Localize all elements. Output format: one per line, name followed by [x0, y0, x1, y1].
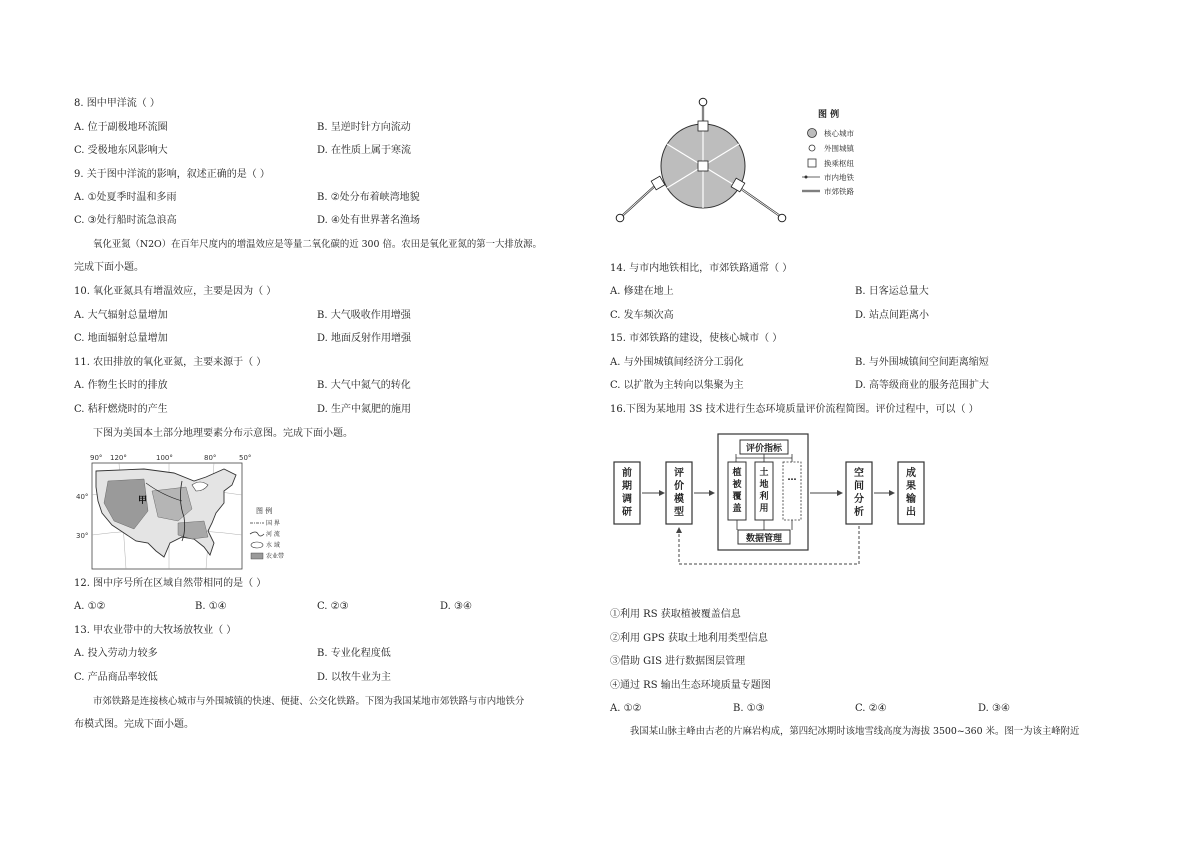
box3-char: 分 — [854, 494, 864, 505]
box3-char: 间 — [854, 481, 864, 492]
q11-option-a[interactable]: A. 作物生长时的排放 — [74, 380, 168, 391]
sub3-text: … — [787, 473, 797, 483]
rail-legend-item: 外围城镇 — [824, 144, 854, 153]
rail-diagram — [612, 96, 902, 228]
q16-stem: 16.下图为某地用 3S 技术进行生态环境质量评价流程简图。评价过程中，可以（ ） — [610, 404, 979, 415]
q9-option-a[interactable]: A. ①处夏季时温和多雨 — [74, 192, 177, 203]
passage-mountain: 我国某山脉主峰由古老的片麻岩构成，第四纪冰期时该地雪线高度为海拔 3500~360 米。图一为该主峰附近 — [630, 726, 1080, 737]
box3-char: 析 — [854, 507, 864, 518]
q14-option-a[interactable]: A. 修建在地上 — [610, 286, 674, 297]
us-map-legend-item: 农业带 — [266, 553, 285, 560]
us-map-lat-label: 30° — [76, 532, 89, 540]
q16-statement-3: ③借助 GIS 进行数据图层管理 — [610, 656, 746, 667]
q15-option-d[interactable]: D. 高等级商业的服务范围扩大 — [855, 380, 990, 391]
q13-stem: 13. 甲农业带中的大牧场放牧业（ ） — [74, 625, 237, 636]
group-footer: 数据管理 — [745, 534, 783, 544]
q11-option-c[interactable]: C. 秸秆燃烧时的产生 — [74, 404, 168, 415]
passage-us: 下图为美国本土部分地理要素分布示意图。完成下面小题。 — [93, 428, 353, 439]
us-map-lon-label: 100° — [156, 454, 173, 462]
q16-option-a[interactable]: A. ①② — [610, 703, 642, 714]
box4-char: 输 — [906, 494, 916, 505]
passage-n2o-line2: 完成下面小题。 — [74, 262, 144, 273]
passage-rail-line1: 市郊铁路是连接核心城市与外围城镇的快速、便捷、公交化铁路。下图为我国某地市郊铁路与市内地铁分 — [93, 696, 525, 707]
us-map-legend — [250, 506, 284, 560]
q8-option-d[interactable]: D. 在性质上属于寒流 — [317, 145, 412, 156]
sub2-char: 地 — [759, 480, 769, 490]
q10-option-b[interactable]: B. 大气吸收作用增强 — [317, 310, 411, 321]
q15-option-b[interactable]: B. 与外围城镇间空间距离缩短 — [855, 357, 989, 368]
sub1-char: 植 — [732, 468, 742, 478]
box-more-indicators — [783, 462, 801, 520]
q10-stem: 10. 氧化亚氮具有增温效应，主要是因为（ ） — [74, 286, 277, 297]
q16-option-b[interactable]: B. ①③ — [733, 703, 765, 714]
box1-char: 前 — [622, 468, 632, 479]
q9-stem: 9. 关于图中洋流的影响，叙述正确的是（ ） — [74, 169, 270, 180]
us-map-legend-title: 图 例 — [256, 507, 273, 515]
q11-stem: 11. 农田排放的氧化亚氮，主要来源于（ ） — [74, 357, 267, 368]
sub2-char: 利 — [759, 492, 769, 502]
rail-legend-item: 核心城市 — [824, 129, 854, 138]
us-map-figure — [74, 451, 285, 573]
box1-char: 期 — [622, 481, 632, 492]
q8-stem: 8. 图中甲洋流（ ） — [74, 98, 160, 109]
us-map-legend-item: 河 流 — [266, 531, 280, 538]
sub1-char: 盖 — [732, 504, 742, 514]
q10-option-a[interactable]: A. 大气辐射总量增加 — [74, 310, 168, 321]
rail-legend-title: 图 例 — [818, 110, 840, 120]
q9-option-b[interactable]: B. ②处分布着峡湾地貌 — [317, 192, 420, 203]
box2-char: 型 — [674, 507, 684, 518]
q16-statement-1: ①利用 RS 获取植被覆盖信息 — [610, 609, 741, 620]
q10-option-d[interactable]: D. 地面反射作用增强 — [317, 333, 412, 344]
q8-option-c[interactable]: C. 受极地东风影响大 — [74, 145, 168, 156]
q13-option-d[interactable]: D. 以牧牛业为主 — [317, 672, 392, 683]
us-map-lat-label: 40° — [76, 493, 89, 501]
q11-option-b[interactable]: B. 大气中氮气的转化 — [317, 380, 411, 391]
q14-option-c[interactable]: C. 发车频次高 — [610, 310, 674, 321]
us-map-lon-label: 50° — [239, 454, 252, 462]
sub1-char: 覆 — [732, 492, 742, 502]
q12-option-d[interactable]: D. ③④ — [440, 601, 472, 612]
box3-char: 空 — [854, 468, 864, 479]
us-map-legend-item: 国 界 — [266, 520, 280, 527]
q11-option-d[interactable]: D. 生产中氮肥的施用 — [317, 404, 412, 415]
q14-stem: 14. 与市内地铁相比，市郊铁路通常（ ） — [610, 263, 793, 274]
box1-char: 调 — [622, 494, 632, 505]
passage-rail-line2: 布模式图。完成下面小题。 — [74, 719, 194, 730]
q8-option-b[interactable]: B. 呈逆时针方向流动 — [317, 122, 411, 133]
passage-n2o-line1: 氧化亚氮（N2O）在百年尺度内的增温效应是等量二氧化碳的近 300 倍。农田是氧化亚氮的第一大排放源。 — [93, 239, 542, 250]
box4-char: 果 — [906, 481, 916, 492]
rail-legend — [802, 108, 854, 196]
box2-char: 模 — [674, 494, 684, 505]
q16-option-d[interactable]: D. ③④ — [978, 703, 1010, 714]
q13-option-c[interactable]: C. 产品商品率较低 — [74, 672, 158, 683]
us-map-legend-item: 水 域 — [266, 542, 280, 549]
q16-option-c[interactable]: C. ②④ — [855, 703, 887, 714]
rail-legend-item: 市内地铁 — [824, 173, 854, 182]
q13-option-b[interactable]: B. 专业化程度低 — [317, 648, 391, 659]
q12-option-b[interactable]: B. ①④ — [195, 601, 227, 612]
q9-option-c[interactable]: C. ③处行船时流急浪高 — [74, 215, 177, 226]
q14-option-d[interactable]: D. 站点间距离小 — [855, 310, 930, 321]
q16-statement-4: ④通过 RS 输出生态环境质量专题图 — [610, 680, 771, 691]
q12-stem: 12. 图中序号所在区域自然带相同的是（ ） — [74, 578, 267, 589]
region-label-jia: 甲 — [138, 496, 148, 506]
us-map-lon-label: 120° — [110, 454, 127, 462]
sub1-char: 被 — [732, 480, 742, 490]
us-map-lon-label: 80° — [204, 454, 217, 462]
q15-stem: 15. 市郊铁路的建设，使核心城市（ ） — [610, 333, 783, 344]
q14-option-b[interactable]: B. 日客运总量大 — [855, 286, 929, 297]
q10-option-c[interactable]: C. 地面辐射总量增加 — [74, 333, 168, 344]
box2-char: 评 — [674, 468, 684, 479]
flowchart-3s — [612, 430, 932, 570]
group-title: 评价指标 — [745, 444, 783, 454]
rail-legend-item: 换乘枢纽 — [824, 159, 854, 168]
q15-option-a[interactable]: A. 与外围城镇间经济分工弱化 — [610, 357, 744, 368]
ag-belt-south — [178, 521, 208, 539]
q13-option-a[interactable]: A. 投入劳动力较多 — [74, 648, 158, 659]
box2-char: 价 — [674, 481, 684, 492]
rail-legend-item: 市郊铁路 — [824, 187, 854, 196]
q12-option-c[interactable]: C. ②③ — [317, 601, 349, 612]
q9-option-d[interactable]: D. ④处有世界著名渔场 — [317, 215, 420, 226]
sub2-char: 土 — [759, 468, 769, 478]
sub2-char: 用 — [759, 504, 769, 514]
box4-char: 出 — [906, 507, 916, 518]
box4-char: 成 — [906, 468, 916, 479]
us-map-lon-label: 90° — [90, 454, 103, 462]
q16-statement-2: ②利用 GPS 获取土地利用类型信息 — [610, 633, 768, 644]
box1-char: 研 — [622, 507, 632, 518]
q8-option-a[interactable]: A. 位于副极地环流圈 — [74, 122, 168, 133]
q12-option-a[interactable]: A. ①② — [74, 601, 106, 612]
q15-option-c[interactable]: C. 以扩散为主转向以集聚为主 — [610, 380, 744, 391]
